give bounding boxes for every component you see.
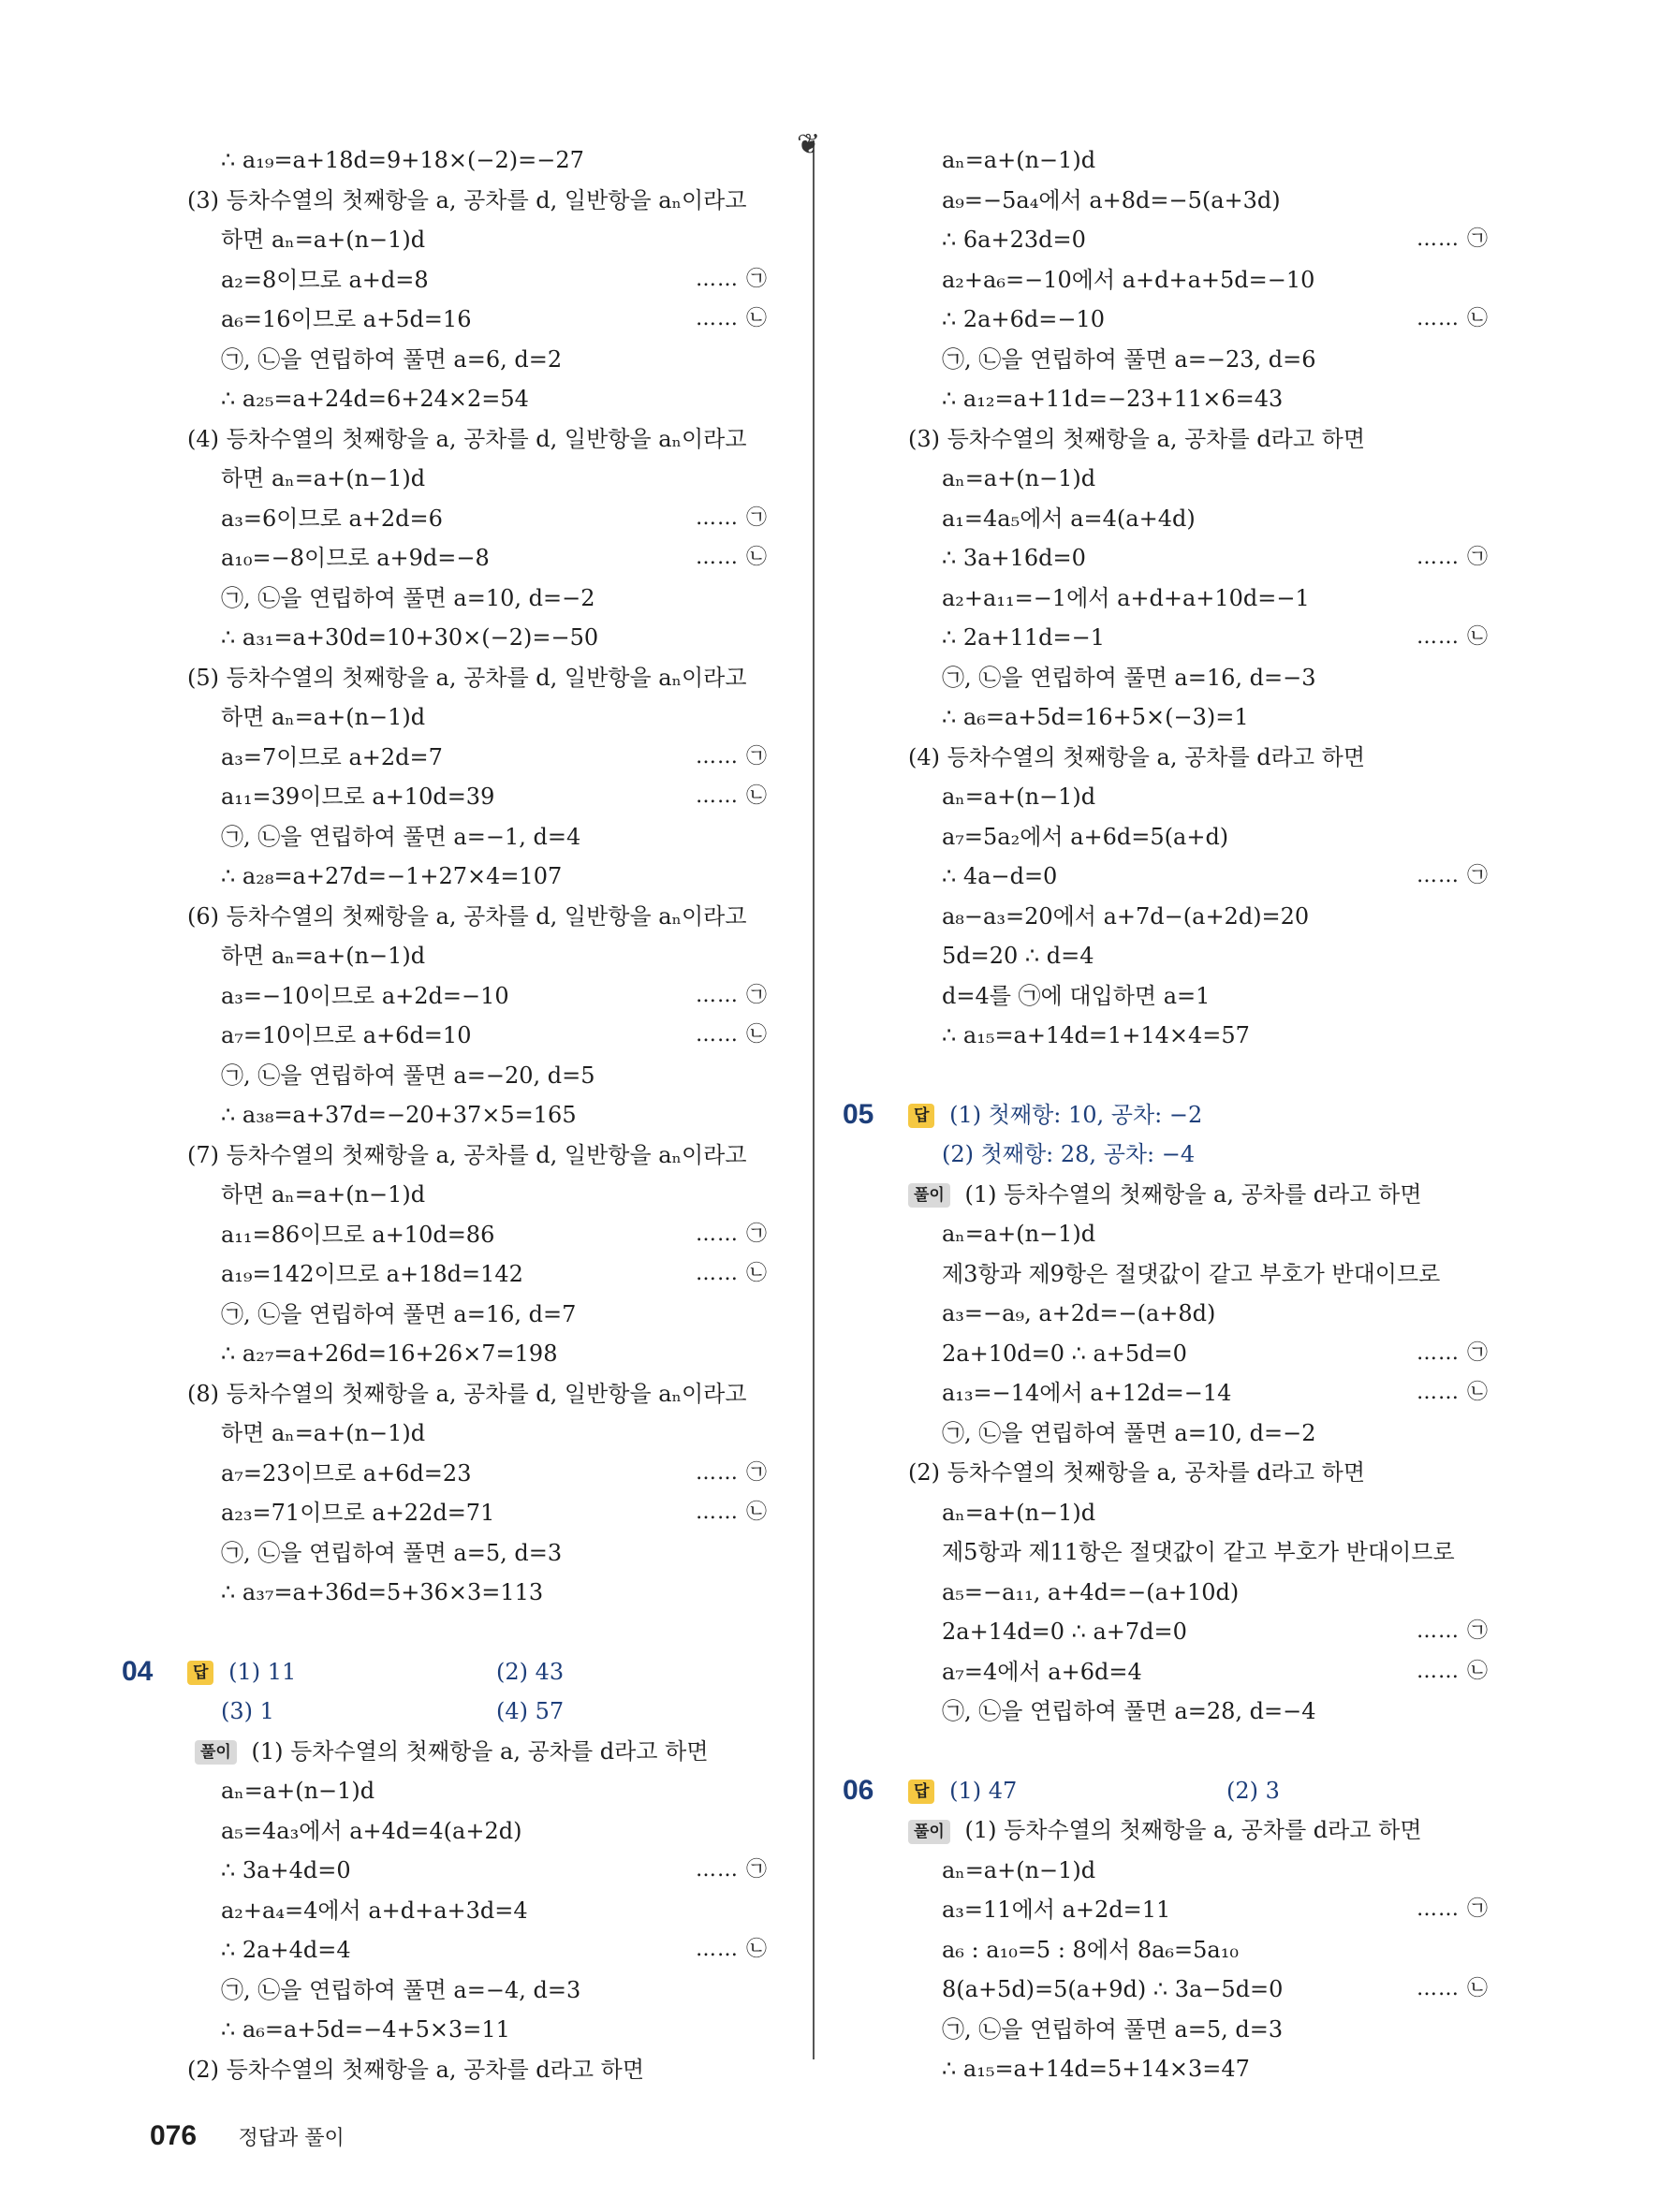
problem-04-answer-row-2: [187, 1692, 768, 1732]
equation-marker: …… ㉡: [696, 784, 768, 808]
page-number: 076: [150, 2120, 198, 2151]
answer-label: (4): [496, 1698, 528, 1724]
solution-text: a₁=4a₅에서 a=4(a+4d): [942, 505, 1196, 532]
solution-text: ∴ a₆=a+5d=−4+5×3=11: [221, 2016, 510, 2043]
solution-line: [908, 738, 1489, 778]
solution-line: [908, 936, 1489, 976]
solution-line: [908, 1254, 1489, 1295]
solution-line: (2) 등차수열의 첫째항을 a, 공차를 d라고 하면: [187, 2056, 645, 2083]
solution-text: a₁₀=−8이므로 a+9d=−8: [221, 545, 490, 571]
solution-line: [908, 857, 1489, 897]
solution-line: [908, 1294, 1489, 1334]
solution-text: a₉=−5a₄에서 a+8d=−5(a+3d): [942, 186, 1281, 213]
solution-text: a₅=4a₃에서 a+4d=4(a+2d): [221, 1817, 522, 1844]
solution-line: [908, 658, 1489, 698]
solution-line: [187, 1135, 768, 1176]
solution-line: [187, 140, 768, 181]
solution-text: a₆=16이므로 a+5d=16: [221, 306, 472, 332]
solution-line: [908, 419, 1489, 460]
equation-marker: …… ㉡: [696, 1938, 768, 1961]
solution-line: [187, 2010, 768, 2050]
solution-line: [908, 1016, 1489, 1056]
solution-text: 하면 aₙ=a+(n−1)d: [221, 1181, 426, 1208]
solution-text: 하면 aₙ=a+(n−1)d: [221, 227, 426, 253]
solution-text: ∴ a₁₉=a+18d=9+18×(−2)=−27: [221, 147, 584, 173]
solution-line: [908, 817, 1489, 857]
solution-text: aₙ=a+(n−1)d: [942, 465, 1096, 491]
problem-05-solution-lines: [908, 1214, 1489, 1732]
equation-marker: …… ㉠: [1417, 1897, 1489, 1921]
solution-line: [908, 1573, 1489, 1613]
answer-label: (3): [221, 1698, 253, 1724]
solution-text: (5) 등차수열의 첫째항을 a, 공차를 d, 일반항을 aₙ이라고: [187, 664, 747, 691]
solution-text: 2a+14d=0 ∴ a+7d=0: [942, 1619, 1187, 1645]
solution-text: ∴ 4a−d=0: [942, 863, 1058, 889]
solution-text: a₇=10이므로 a+6d=10: [221, 1022, 472, 1048]
solution-text: a₇=23이므로 a+6d=23: [221, 1459, 472, 1487]
solution-line: [908, 1214, 1489, 1254]
solution-text: (4) 등차수열의 첫째항을 a, 공차를 d라고 하면: [908, 743, 1366, 770]
equation-marker: …… ㉡: [696, 546, 768, 569]
answer-label: (1): [228, 1658, 261, 1685]
solution-line: [908, 1652, 1489, 1692]
solution-text: a₆ : a₁₀=5 : 8에서 8a₆=5a₁₀: [942, 1936, 1239, 1963]
solution-text: 제5항과 제11항은 절댓값이 같고 부호가 반대이므로: [942, 1539, 1455, 1565]
solution-text: ∴ a₂₈=a+27d=−1+27×4=107: [221, 863, 563, 889]
solution-text: a₇=5a₂에서 a+6d=5(a+d): [942, 823, 1229, 850]
solution-text: a₁₃=−14에서 a+12d=−14: [942, 1380, 1232, 1406]
solution-line: [187, 1811, 768, 1852]
solution-line: [187, 181, 768, 221]
solution-text: (3) 등차수열의 첫째항을 a, 공차를 d, 일반항을 aₙ이라고: [187, 186, 747, 213]
solution-text: 2a+10d=0 ∴ a+5d=0: [942, 1340, 1187, 1367]
solution-line: [908, 1692, 1489, 1732]
solution-line: [187, 1454, 768, 1494]
equation-marker: …… ㉠: [696, 505, 768, 530]
solution-text: ∴ a₆=a+5d=16+5×(−3)=1: [942, 704, 1249, 730]
solution-line: [187, 658, 768, 698]
solution-text: aₙ=a+(n−1)d: [942, 1221, 1096, 1247]
solution-line: [187, 1334, 768, 1374]
solution-line: [908, 1851, 1489, 1891]
solution-line: [908, 1334, 1489, 1374]
solution-line: [187, 499, 768, 539]
solution-line: [187, 1175, 768, 1215]
solution-line: [187, 1970, 768, 2011]
solution-text: aₙ=a+(n−1)d: [221, 1778, 375, 1804]
solution-badge: 풀이: [908, 1183, 950, 1208]
solution-line: [187, 936, 768, 976]
solution-text: a₃=−a₉, a+2d=−(a+8d): [942, 1300, 1216, 1326]
problem-05-answer-row-2: [908, 1135, 1489, 1175]
solution-line: [187, 1930, 768, 1970]
problem-05-answer-row-1: [843, 1095, 1489, 1135]
solution-text: ∴ a₂₇=a+26d=16+26×7=198: [221, 1340, 558, 1367]
solution-text: ∴ a₁₂=a+11d=−23+11×6=43: [942, 386, 1284, 412]
solution-text: a₂+a₁₁=−1에서 a+d+a+10d=−1: [942, 584, 1310, 611]
solution-text: ㉠, ㉡을 연립하여 풀면 a=28, d=−4: [942, 1698, 1316, 1724]
solution-text: ∴ 6a+23d=0: [942, 227, 1086, 253]
solution-text: (4) 등차수열의 첫째항을 a, 공차를 d, 일반항을 aₙ이라고: [187, 425, 747, 452]
equation-marker: …… ㉡: [1417, 307, 1489, 330]
solution-line: [187, 1295, 768, 1335]
solution-text: 하면 aₙ=a+(n−1)d: [221, 465, 426, 491]
solution-text: ∴ 3a+4d=0: [221, 1857, 351, 1883]
answer-value: 43: [535, 1658, 565, 1685]
equation-marker: …… ㉡: [696, 307, 768, 330]
answer-value: 47: [988, 1777, 1018, 1804]
solution-line: [908, 340, 1489, 380]
solution-line: [187, 1533, 768, 1574]
equation-marker: …… ㉠: [696, 267, 768, 291]
solution-line: [908, 897, 1489, 937]
solution-text: ㉠, ㉡을 연립하여 풀면 a=10, d=−2: [221, 584, 595, 611]
solution-line: [908, 300, 1489, 340]
solution-text: (7) 등차수열의 첫째항을 a, 공차를 d, 일반항을 aₙ이라고: [187, 1141, 747, 1168]
problem-04-solution-lines: [187, 1771, 768, 2050]
equation-marker: …… ㉡: [1417, 625, 1489, 649]
column-divider: [813, 140, 815, 2059]
solution-line: [187, 1095, 768, 1135]
solution-text: ㉠, ㉡을 연립하여 풀면 a=5, d=3: [942, 2015, 1284, 2043]
solution-line: [187, 1851, 768, 1891]
solution-line: [187, 579, 768, 619]
solution-text: a₃=7이므로 a+2d=7: [221, 743, 443, 770]
solution-line: [908, 1453, 1489, 1493]
equation-marker: …… ㉡: [696, 1262, 768, 1285]
problem-number: 05: [843, 1098, 874, 1130]
answer-badge: 답: [908, 1104, 934, 1128]
divider-ornament-icon: ❦: [797, 128, 821, 161]
solution-line: [187, 300, 768, 340]
solution-line: [187, 1414, 768, 1454]
problem-number: 06: [843, 1774, 874, 1806]
answer-value: (2) 첫째항: 28, 공차: −4: [942, 1141, 1196, 1167]
solution-line: [187, 777, 768, 817]
solution-line: [187, 1771, 768, 1811]
left-column: [122, 140, 768, 2089]
solution-text: (1) 등차수열의 첫째항을 a, 공차를 d라고 하면: [964, 1817, 1422, 1843]
solution-line: [187, 976, 768, 1017]
solution-text: ∴ a₃₁=a+30d=10+30×(−2)=−50: [221, 624, 599, 651]
equation-marker: …… ㉡: [696, 1023, 768, 1047]
solution-line: [187, 1016, 768, 1056]
solution-line: [908, 260, 1489, 300]
solution-line: [187, 340, 768, 380]
solution-text: a₂₃=71이므로 a+22d=71: [221, 1500, 495, 1526]
solution-line: [187, 1374, 768, 1414]
answer-value: 1: [259, 1698, 274, 1724]
solution-text: ∴ 2a+6d=−10: [942, 306, 1105, 332]
solution-text: ㉠, ㉡을 연립하여 풀면 a=−20, d=5: [221, 1062, 595, 1089]
solution-line: [908, 976, 1489, 1017]
solution-text: (1) 등차수열의 첫째항을 a, 공차를 d라고 하면: [251, 1737, 709, 1765]
solution-line: [908, 1493, 1489, 1533]
solution-line: [908, 1890, 1489, 1930]
equation-marker: …… ㉠: [696, 1460, 768, 1485]
answer-value: 57: [535, 1698, 565, 1724]
solution-text: 8(a+5d)=5(a+9d) ∴ 3a−5d=0: [942, 1976, 1284, 2002]
solution-text: a₂+a₆=−10에서 a+d+a+5d=−10: [942, 266, 1315, 293]
solution-text: a₂+a₄=4에서 a+d+a+3d=4: [221, 1897, 528, 1924]
equation-marker: …… ㉡: [696, 1501, 768, 1524]
solution-text: ㉠, ㉡을 연립하여 풀면 a=−23, d=6: [942, 345, 1316, 373]
solution-line: [187, 697, 768, 738]
solution-line: [187, 618, 768, 658]
problem-04-answer-row-1: [122, 1652, 768, 1692]
solution-text: 제3항과 제9항은 절댓값이 같고 부호가 반대이므로: [942, 1260, 1441, 1287]
solution-line: [908, 379, 1489, 419]
solution-text: ㉠, ㉡을 연립하여 풀면 a=10, d=−2: [942, 1419, 1316, 1446]
solution-text: ㉠, ㉡을 연립하여 풀면 a=5, d=3: [221, 1539, 563, 1566]
solution-text: 5d=20 ∴ d=4: [942, 943, 1094, 969]
solution-text: 하면 aₙ=a+(n−1)d: [221, 704, 426, 730]
answer-label: (1): [949, 1777, 982, 1804]
solution-text: a₂=8이므로 a+d=8: [221, 266, 429, 293]
equation-marker: …… ㉡: [1417, 1977, 1489, 2000]
equation-marker: …… ㉠: [696, 1222, 768, 1246]
solution-line: [908, 1930, 1489, 1970]
solution-text: (3) 등차수열의 첫째항을 a, 공차를 d라고 하면: [908, 425, 1366, 452]
equation-marker: …… ㉠: [696, 983, 768, 1007]
problem-06-answer-row: [843, 1771, 1489, 1811]
solution-text: a₁₁=86이므로 a+10d=86: [221, 1221, 495, 1248]
problem-06-solution-lines: [908, 1851, 1489, 2089]
solution-line: [908, 618, 1489, 658]
solution-text: (2) 등차수열의 첫째항을 a, 공차를 d라고 하면: [908, 1459, 1366, 1486]
solution-line: [187, 260, 768, 300]
solution-text: ∴ a₂₅=a+24d=6+24×2=54: [221, 386, 529, 412]
page-footer: [150, 2120, 345, 2152]
equation-marker: …… ㉠: [1417, 227, 1489, 251]
solution-text: aₙ=a+(n−1)d: [942, 1499, 1096, 1526]
solution-line: [187, 1891, 768, 1931]
solution-text: d=4를 ㉠에 대입하면 a=1: [942, 982, 1211, 1009]
solution-text: (6) 등차수열의 첫째항을 a, 공차를 d, 일반항을 aₙ이라고: [187, 902, 747, 930]
solution-line: [187, 1573, 768, 1613]
solution-text: (1) 등차수열의 첫째항을 a, 공차를 d라고 하면: [964, 1180, 1422, 1208]
solution-text: 하면 aₙ=a+(n−1)d: [221, 1420, 426, 1446]
solution-line: [187, 857, 768, 897]
solution-line: [908, 697, 1489, 738]
equation-marker: …… ㉠: [696, 1858, 768, 1882]
equation-marker: …… ㉠: [1417, 1340, 1489, 1365]
solution-line: [187, 1493, 768, 1533]
problem-04-solution-header: [187, 1732, 768, 1772]
equation-marker: …… ㉡: [1417, 1659, 1489, 1683]
solution-text: a₃=6이므로 a+2d=6: [221, 505, 443, 532]
problem-06-solution-header: [908, 1810, 1489, 1851]
solution-line: [908, 777, 1489, 817]
solution-line: [908, 459, 1489, 499]
solution-line: [908, 499, 1489, 539]
equation-marker: …… ㉠: [696, 744, 768, 769]
solution-line: [187, 738, 768, 778]
equation-marker: …… ㉡: [1417, 1381, 1489, 1404]
answer-badge: 답: [187, 1661, 213, 1685]
solution-text: a₁₉=142이므로 a+18d=142: [221, 1261, 523, 1287]
solution-text: 하면 aₙ=a+(n−1)d: [221, 943, 426, 969]
left-solution-lines: [187, 140, 768, 1613]
solution-text: ㉠, ㉡을 연립하여 풀면 a=16, d=7: [221, 1300, 577, 1327]
solution-line: [187, 538, 768, 579]
solution-text: ∴ a₁₅=a+14d=5+14×3=47: [942, 2056, 1250, 2082]
problem-05-solution-header: [908, 1175, 1489, 1215]
solution-line: [908, 140, 1489, 181]
solution-text: aₙ=a+(n−1)d: [942, 147, 1096, 173]
answer-value: 3: [1265, 1777, 1280, 1804]
solution-text: ∴ 3a+16d=0: [942, 545, 1086, 571]
solution-line: [187, 1254, 768, 1295]
solution-line: [908, 1414, 1489, 1454]
solution-line: [908, 1970, 1489, 2010]
solution-line: [908, 181, 1489, 221]
solution-text: ㉠, ㉡을 연립하여 풀면 a=16, d=−3: [942, 664, 1316, 691]
solution-line: [908, 579, 1489, 619]
solution-text: (8) 등차수열의 첫째항을 a, 공차를 d, 일반항을 aₙ이라고: [187, 1380, 747, 1407]
solution-text: ∴ 2a+11d=−1: [942, 624, 1105, 651]
answer-badge: 답: [908, 1780, 934, 1804]
equation-marker: …… ㉠: [1417, 546, 1489, 569]
answer-value: (1) 첫째항: 10, 공차: −2: [949, 1101, 1203, 1128]
solution-text: aₙ=a+(n−1)d: [942, 784, 1096, 810]
solution-text: ㉠, ㉡을 연립하여 풀면 a=−1, d=4: [221, 823, 581, 850]
solution-line: [187, 1056, 768, 1096]
solution-line: [908, 1532, 1489, 1573]
solution-line: [908, 220, 1489, 260]
solution-text: a₈−a₃=20에서 a+7d−(a+2d)=20: [942, 902, 1310, 930]
solution-line: [908, 2049, 1489, 2089]
solution-text: ∴ a₁₅=a+14d=1+14×4=57: [942, 1022, 1250, 1048]
problem-number: 04: [122, 1655, 154, 1687]
answer-value: 11: [267, 1658, 297, 1685]
answer-label: (2): [1226, 1777, 1258, 1804]
solution-text: ∴ a₃₈=a+37d=−20+37×5=165: [221, 1102, 577, 1128]
solution-text: aₙ=a+(n−1)d: [942, 1856, 1096, 1883]
solution-line: [187, 1215, 768, 1255]
solution-line: [908, 1612, 1489, 1652]
solution-line: [187, 897, 768, 937]
solution-line: [187, 459, 768, 499]
solution-text: a₁₁=39이므로 a+10d=39: [221, 784, 495, 810]
solution-text: ∴ 2a+4d=4: [221, 1937, 351, 1963]
solution-line: [187, 817, 768, 857]
solution-text: ∴ a₃₇=a+36d=5+36×3=113: [221, 1579, 544, 1605]
solution-line: [187, 220, 768, 260]
solution-line: [908, 538, 1489, 579]
footer-label: 정답과 풀이: [238, 2127, 345, 2150]
solution-badge: 풀이: [908, 1820, 950, 1844]
solution-text: a₅=−a₁₁, a+4d=−(a+10d): [942, 1578, 1240, 1605]
solution-badge: 풀이: [195, 1740, 237, 1765]
answer-label: (2): [496, 1658, 528, 1685]
solution-line: [908, 2010, 1489, 2050]
solution-text: a₃=−10이므로 a+2d=−10: [221, 982, 509, 1009]
solution-line: [187, 379, 768, 419]
equation-marker: …… ㉠: [1417, 864, 1489, 887]
solution-text: ㉠, ㉡을 연립하여 풀면 a=−4, d=3: [221, 1976, 581, 2003]
right-solution-lines: [908, 140, 1489, 1056]
right-column: [843, 140, 1489, 2089]
solution-line: [187, 419, 768, 460]
solution-text: a₃=11에서 a+2d=11: [942, 1897, 1171, 1923]
equation-marker: …… ㉠: [1417, 1619, 1489, 1643]
solution-text: a₇=4에서 a+6d=4: [942, 1658, 1142, 1685]
solution-line: [908, 1373, 1489, 1414]
solution-text: ㉠, ㉡을 연립하여 풀면 a=6, d=2: [221, 345, 563, 373]
